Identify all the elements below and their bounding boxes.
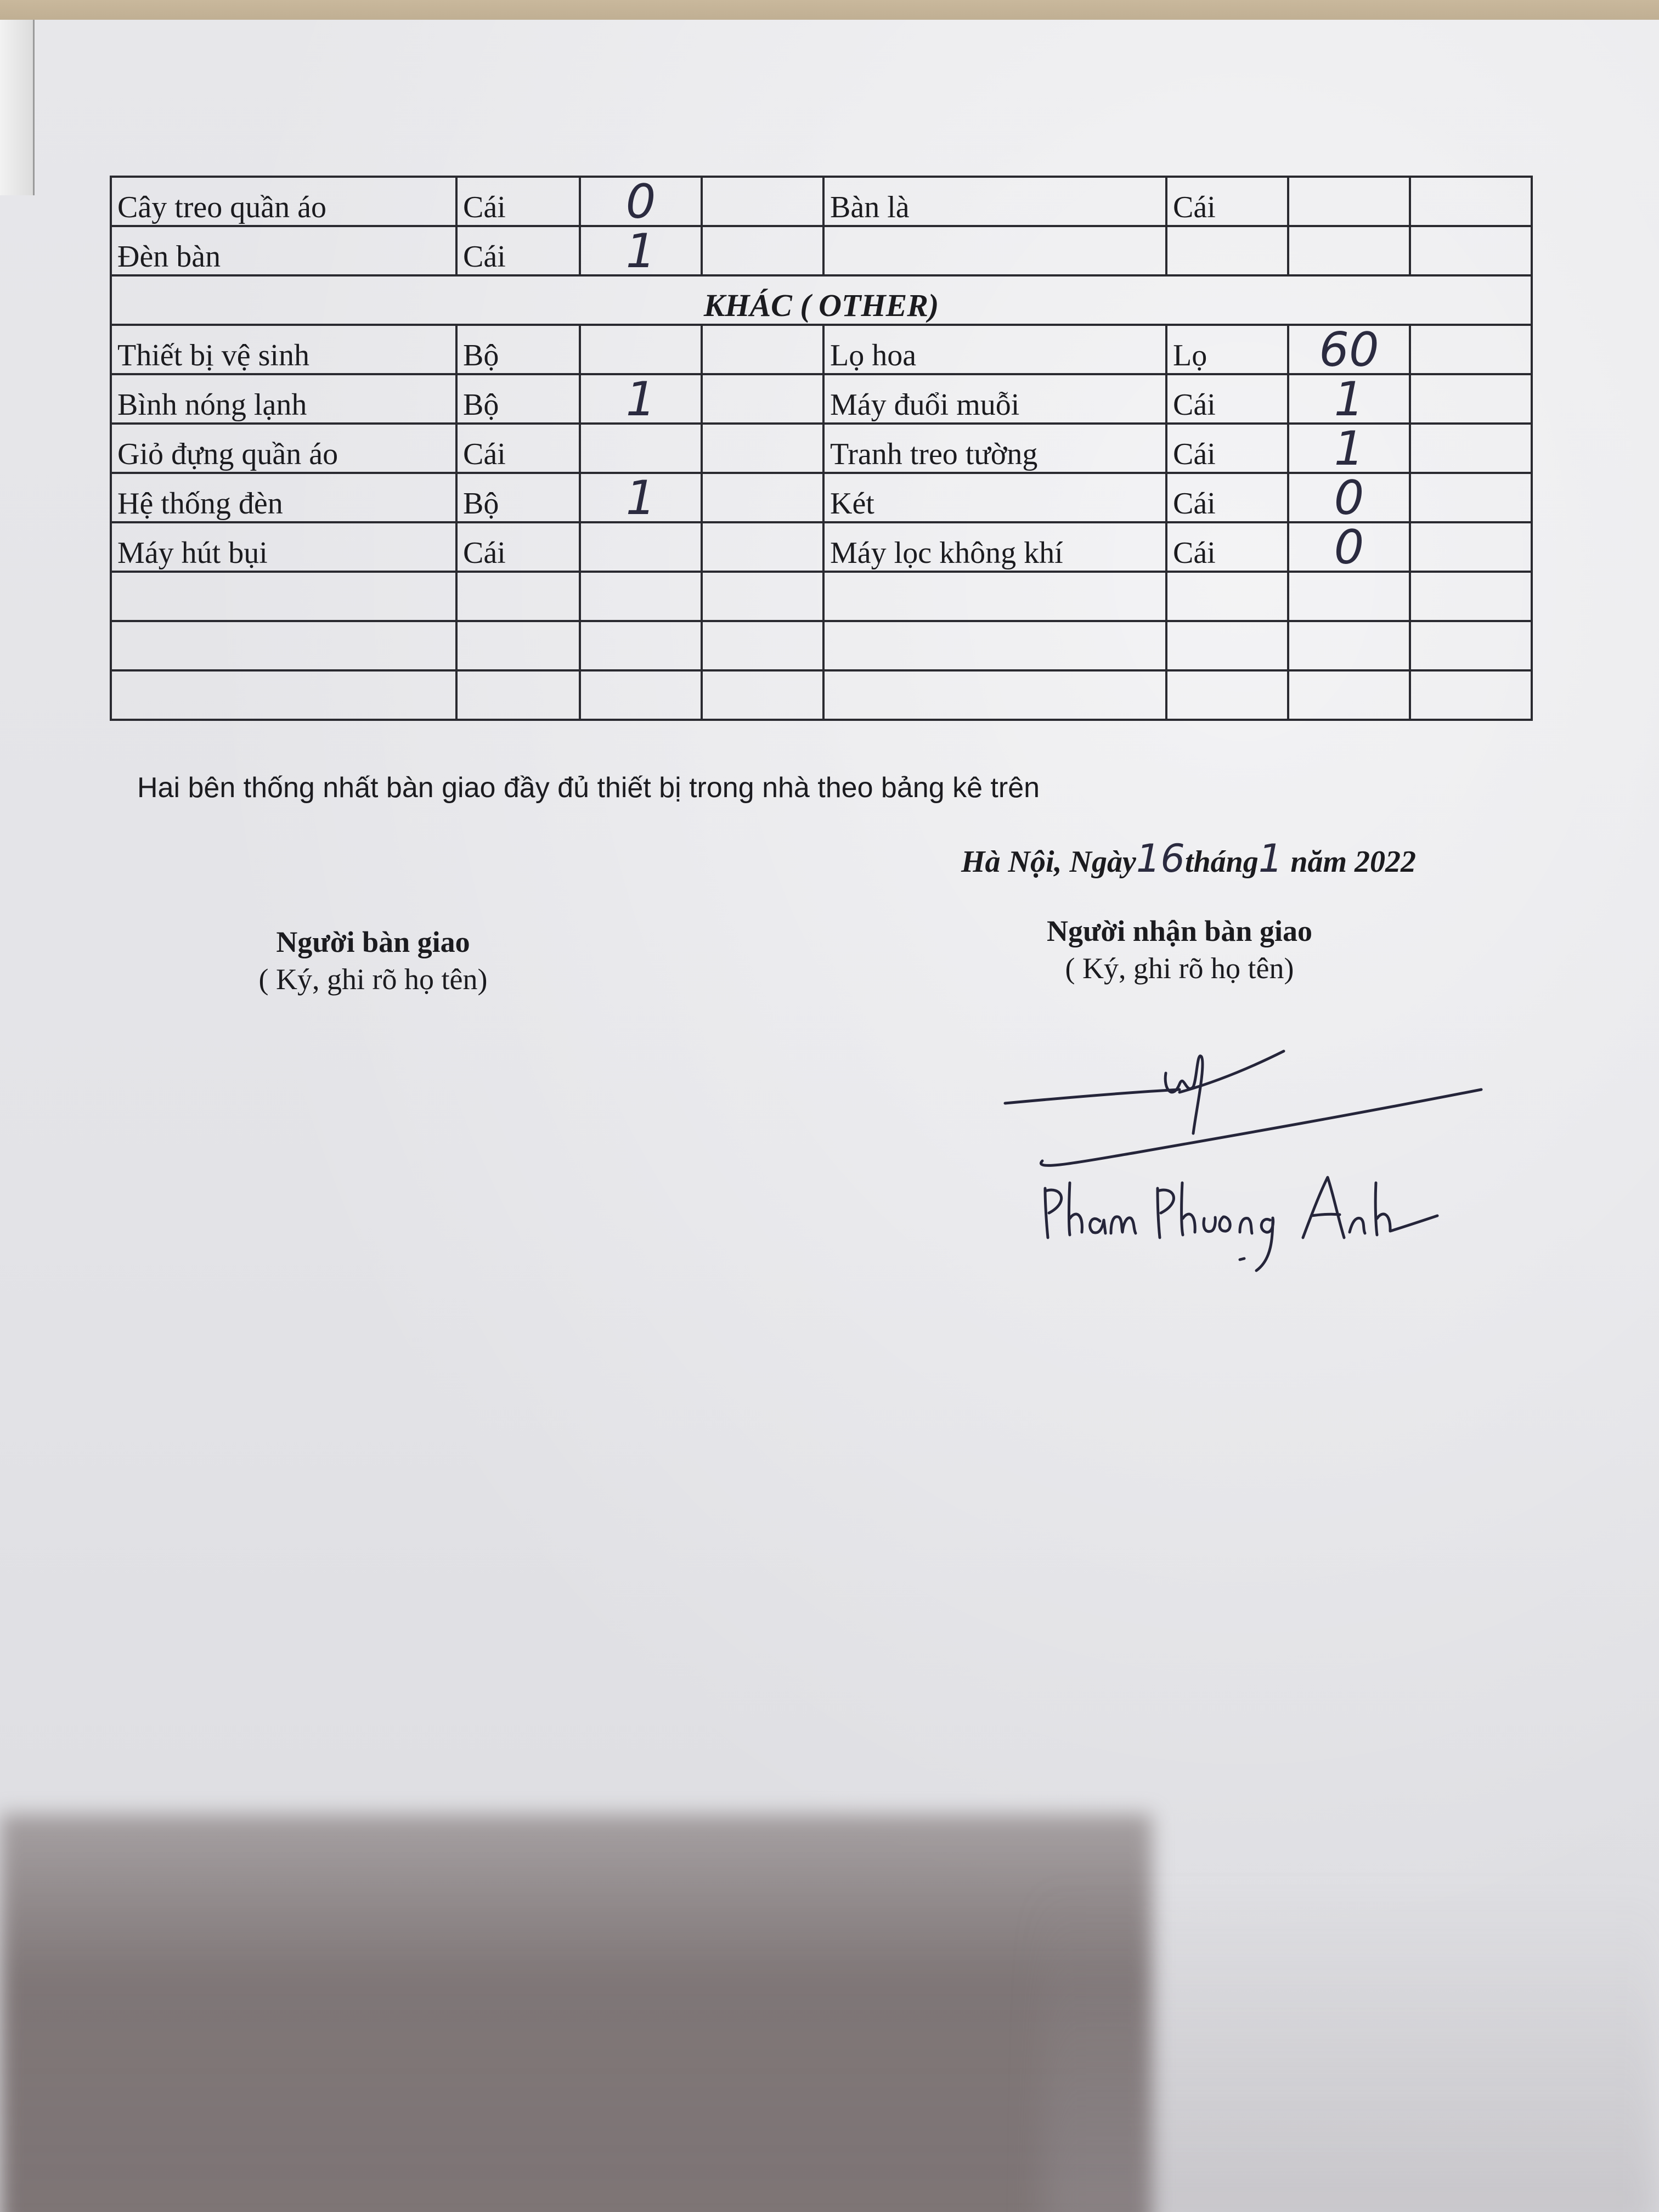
left-item-name: Đèn bàn (111, 226, 456, 275)
left-note (702, 325, 823, 374)
right-item-name (823, 621, 1166, 670)
photo-shadow (0, 1814, 1152, 2212)
giver-instruction: ( Ký, ghi rõ họ tên) (258, 962, 488, 996)
table-top-rows (111, 177, 1532, 275)
left-note (702, 572, 823, 621)
right-note (1410, 473, 1532, 522)
date-place-prefix: Hà Nội, Ngày (961, 845, 1136, 879)
table-row (111, 325, 1532, 374)
date-line (961, 836, 1416, 881)
right-note (1410, 572, 1532, 621)
left-quantity (580, 572, 702, 621)
right-item-name: Lọ hoa (823, 325, 1166, 374)
right-unit (1166, 572, 1288, 621)
right-unit: Cái (1166, 374, 1288, 424)
table-row (111, 473, 1532, 522)
right-item-name (823, 572, 1166, 621)
right-item-name: Tranh treo tường (823, 424, 1166, 473)
left-note (702, 424, 823, 473)
right-quantity: 0 (1288, 473, 1410, 522)
date-month-handwritten: 1 (1258, 836, 1283, 881)
left-unit: Cái (456, 522, 580, 572)
left-unit (456, 621, 580, 670)
right-quantity: 1 (1288, 374, 1410, 424)
previous-page-edge (0, 20, 35, 195)
left-note (702, 226, 823, 275)
giver-title: Người bàn giao (276, 926, 470, 958)
equipment-table (110, 176, 1533, 721)
left-quantity: 1 (580, 473, 702, 522)
right-unit (1166, 670, 1288, 720)
right-item-name: Máy lọc không khí (823, 522, 1166, 572)
right-quantity: 0 (1288, 522, 1410, 572)
left-item-name: Cây treo quần áo (111, 177, 456, 226)
right-note (1410, 424, 1532, 473)
right-unit (1166, 621, 1288, 670)
left-quantity: 1 (580, 374, 702, 424)
receiver-handwritten-signature (998, 996, 1492, 1282)
section-row (111, 275, 1532, 325)
section-title: KHÁC ( OTHER) (111, 275, 1532, 325)
right-unit: Cái (1166, 177, 1288, 226)
left-note (702, 473, 823, 522)
right-unit: Lọ (1166, 325, 1288, 374)
right-item-name: Bàn là (823, 177, 1166, 226)
table-row (111, 374, 1532, 424)
left-unit (456, 572, 580, 621)
table-section (111, 275, 1532, 325)
agreement-text: Hai bên thống nhất bàn giao đầy đủ thiết bị trong nhà theo bảng kê trên (137, 772, 1040, 804)
right-quantity (1288, 177, 1410, 226)
right-item-name (823, 670, 1166, 720)
receiver-instruction: ( Ký, ghi rõ họ tên) (1065, 951, 1294, 985)
table-row (111, 226, 1532, 275)
left-item-name (111, 621, 456, 670)
left-item-name: Thiết bị vệ sinh (111, 325, 456, 374)
left-unit: Cái (456, 226, 580, 275)
left-unit: Bộ (456, 325, 580, 374)
left-quantity (580, 325, 702, 374)
table-row (111, 177, 1532, 226)
left-unit (456, 670, 580, 720)
right-quantity (1288, 621, 1410, 670)
table-row (111, 621, 1532, 670)
date-year-label: năm 2022 (1290, 845, 1417, 879)
right-note (1410, 522, 1532, 572)
left-note (702, 621, 823, 670)
left-note (702, 522, 823, 572)
left-item-name (111, 670, 456, 720)
table-row (111, 572, 1532, 621)
left-item-name: Giỏ đựng quần áo (111, 424, 456, 473)
photo-shadow-right (1042, 1885, 1659, 2212)
right-item-name: Máy đuổi muỗi (823, 374, 1166, 424)
left-unit: Bộ (456, 473, 580, 522)
right-note (1410, 374, 1532, 424)
right-note (1410, 177, 1532, 226)
giver-signature-block (230, 924, 516, 998)
right-quantity: 1 (1288, 424, 1410, 473)
right-unit: Cái (1166, 522, 1288, 572)
left-note (702, 670, 823, 720)
receiver-title: Người nhận bàn giao (1047, 915, 1312, 947)
table-row (111, 522, 1532, 572)
left-quantity (580, 670, 702, 720)
right-unit: Cái (1166, 424, 1288, 473)
left-item-name: Máy hút bụi (111, 522, 456, 572)
table-other-rows (111, 325, 1532, 720)
left-unit: Bộ (456, 374, 580, 424)
date-day-handwritten: 16 (1136, 836, 1185, 881)
left-unit: Cái (456, 424, 580, 473)
right-item-name (823, 226, 1166, 275)
left-quantity: 1 (580, 226, 702, 275)
receiver-signature-block (1026, 913, 1333, 987)
table-row (111, 670, 1532, 720)
document-page (0, 20, 1659, 2212)
right-unit (1166, 226, 1288, 275)
left-quantity (580, 522, 702, 572)
right-quantity: 60 (1288, 325, 1410, 374)
date-month-label: tháng (1184, 845, 1259, 879)
right-quantity (1288, 572, 1410, 621)
right-quantity (1288, 226, 1410, 275)
right-note (1410, 621, 1532, 670)
left-quantity: 0 (580, 177, 702, 226)
left-note (702, 374, 823, 424)
left-unit: Cái (456, 177, 580, 226)
right-item-name: Két (823, 473, 1166, 522)
table-row (111, 424, 1532, 473)
left-item-name: Bình nóng lạnh (111, 374, 456, 424)
left-quantity (580, 424, 702, 473)
right-quantity (1288, 670, 1410, 720)
left-note (702, 177, 823, 226)
right-note (1410, 226, 1532, 275)
right-note (1410, 325, 1532, 374)
left-item-name: Hệ thống đèn (111, 473, 456, 522)
left-item-name (111, 572, 456, 621)
right-note (1410, 670, 1532, 720)
right-unit: Cái (1166, 473, 1288, 522)
left-quantity (580, 621, 702, 670)
